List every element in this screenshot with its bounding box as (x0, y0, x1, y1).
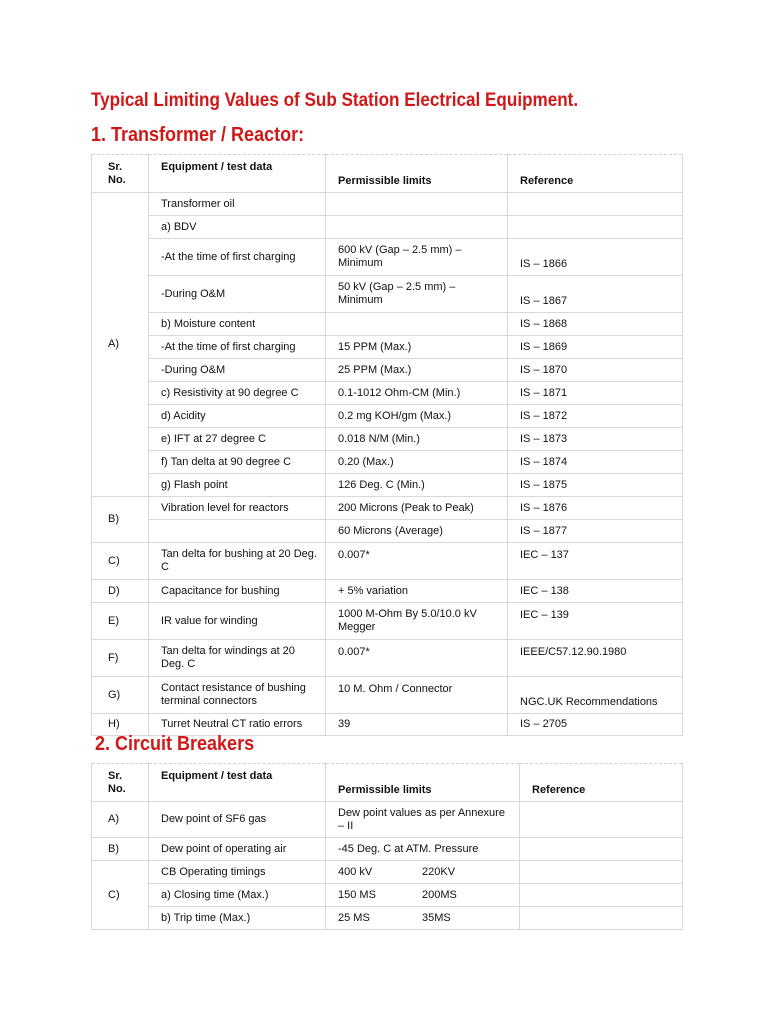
equipment-cell: CB Operating timings (149, 861, 326, 884)
equipment-cell: Vibration level for reactors (149, 497, 326, 520)
limits-cell: Dew point values as per Annexure – II (326, 802, 520, 838)
table-row (92, 520, 683, 543)
limits-cell (326, 907, 520, 930)
reference-cell (508, 193, 683, 216)
reference-cell: IS – 1867 (508, 276, 683, 313)
limits-cell (326, 216, 508, 239)
circuit-breakers-table (91, 763, 683, 930)
table-row (92, 838, 683, 861)
transformer-table (91, 154, 683, 736)
reference-cell: IS – 1873 (508, 428, 683, 451)
group-label-h: H) (92, 714, 149, 736)
reference-cell: IS – 1876 (508, 497, 683, 520)
table-row (92, 359, 683, 382)
equipment-cell: Contact resistance of bushing terminal connectors (149, 677, 326, 714)
limits-value-400kv: 25 MS (338, 911, 370, 924)
reference-cell: IS – 1870 (508, 359, 683, 382)
table-row (92, 640, 683, 677)
table-row (92, 907, 683, 930)
limits-cell: 126 Deg. C (Min.) (326, 474, 508, 497)
equipment-cell: Capacitance for bushing (149, 580, 326, 603)
reference-cell (520, 802, 683, 838)
reference-cell: IS – 1871 (508, 382, 683, 405)
group-label-a: A) (92, 193, 149, 497)
table-row (92, 861, 683, 884)
equipment-cell (149, 520, 326, 543)
limits-cell (326, 193, 508, 216)
table-row (92, 677, 683, 714)
reference-cell: IEC – 137 (508, 543, 683, 580)
limits-cell (326, 884, 520, 907)
equipment-cell: Dew point of operating air (149, 838, 326, 861)
reference-cell: IS – 1874 (508, 451, 683, 474)
limits-cell: 39 (326, 714, 508, 736)
reference-cell: IS – 1866 (508, 239, 683, 276)
reference-cell (520, 861, 683, 884)
reference-cell (520, 884, 683, 907)
reference-cell (508, 216, 683, 239)
table-row (92, 239, 683, 276)
limits-cell: 200 Microns (Peak to Peak) (326, 497, 508, 520)
table-row (92, 276, 683, 313)
equipment-cell: Transformer oil (149, 193, 326, 216)
limits-cell: + 5% variation (326, 580, 508, 603)
limits-value-220kv-header: 220KV (422, 865, 456, 878)
table-row (92, 382, 683, 405)
limits-cell: 15 PPM (Max.) (326, 336, 508, 359)
group-label-f: F) (92, 640, 149, 677)
limits-cell: -45 Deg. C at ATM. Pressure (326, 838, 520, 861)
reference-cell: IEC – 139 (508, 603, 683, 640)
equipment-cell: a) Closing time (Max.) (149, 884, 326, 907)
reference-cell (520, 907, 683, 930)
table-row (92, 193, 683, 216)
limits-cell: 0.1-1012 Ohm-CM (Min.) (326, 382, 508, 405)
reference-cell: IS – 2705 (508, 714, 683, 736)
limits-value-220kv: 35MS (422, 911, 451, 924)
limits-cell: 25 PPM (Max.) (326, 359, 508, 382)
reference-cell: IEEE/C57.12.90.1980 (508, 640, 683, 677)
equipment-cell: b) Moisture content (149, 313, 326, 336)
reference-cell: IS – 1869 (508, 336, 683, 359)
table-row (92, 428, 683, 451)
table-row (92, 405, 683, 428)
group-label-c: C) (92, 543, 149, 580)
section-heading-circuit-breakers: 2. Circuit Breakers (95, 733, 255, 755)
group-label-a: A) (92, 802, 149, 838)
table-row (92, 580, 683, 603)
table-header-row (92, 155, 683, 193)
table-row (92, 603, 683, 640)
equipment-cell: g) Flash point (149, 474, 326, 497)
equipment-cell: c) Resistivity at 90 degree C (149, 382, 326, 405)
table-row (92, 451, 683, 474)
equipment-cell: f) Tan delta at 90 degree C (149, 451, 326, 474)
group-label-e: E) (92, 603, 149, 640)
table-row (92, 313, 683, 336)
equipment-cell: -During O&M (149, 359, 326, 382)
limits-cell: 50 kV (Gap – 2.5 mm) – Minimum (326, 276, 508, 313)
limits-cell (326, 313, 508, 336)
limits-cell: 10 M. Ohm / Connector (326, 677, 508, 714)
reference-cell: IS – 1872 (508, 405, 683, 428)
limits-cell: 1000 M-Ohm By 5.0/10.0 kV Megger (326, 603, 508, 640)
reference-cell: NGC.UK Recommendations (508, 677, 683, 714)
equipment-cell: Turret Neutral CT ratio errors (149, 714, 326, 736)
table-row (92, 336, 683, 359)
header-sr-no: Sr. No. (92, 155, 149, 193)
table-row (92, 802, 683, 838)
limits-cell: 0.007* (326, 640, 508, 677)
header-reference: Reference (520, 764, 683, 802)
page-title: Typical Limiting Values of Sub Station Electrical Equipment. (91, 90, 579, 111)
limits-cell: 0.007* (326, 543, 508, 580)
equipment-cell: Tan delta for bushing at 20 Deg. C (149, 543, 326, 580)
equipment-cell: -At the time of first charging (149, 336, 326, 359)
equipment-cell: Tan delta for windings at 20 Deg. C (149, 640, 326, 677)
header-equipment: Equipment / test data (149, 155, 326, 193)
reference-cell: IS – 1877 (508, 520, 683, 543)
reference-cell (520, 838, 683, 861)
limits-value-400kv-header: 400 kV (338, 865, 373, 878)
limits-cell: 600 kV (Gap – 2.5 mm) – Minimum (326, 239, 508, 276)
reference-cell: IEC – 138 (508, 580, 683, 603)
reference-cell: IS – 1868 (508, 313, 683, 336)
section-heading-transformer: 1. Transformer / Reactor: (91, 124, 305, 146)
equipment-cell: -During O&M (149, 276, 326, 313)
limits-value-400kv: 150 MS (338, 888, 376, 901)
table-header-row (92, 764, 683, 802)
reference-cell: IS – 1875 (508, 474, 683, 497)
limits-cell (326, 861, 520, 884)
group-label-c: C) (92, 861, 149, 930)
equipment-cell: d) Acidity (149, 405, 326, 428)
limits-cell: 0.018 N/M (Min.) (326, 428, 508, 451)
limits-cell: 60 Microns (Average) (326, 520, 508, 543)
table-row (92, 543, 683, 580)
table-row (92, 884, 683, 907)
header-permissible-limits: Permissible limits (326, 155, 508, 193)
limits-value-220kv: 200MS (422, 888, 457, 901)
header-permissible-limits: Permissible limits (326, 764, 520, 802)
header-sr-no: Sr. No. (92, 764, 149, 802)
limits-cell: 0.20 (Max.) (326, 451, 508, 474)
group-label-d: D) (92, 580, 149, 603)
equipment-cell: IR value for winding (149, 603, 326, 640)
equipment-cell: e) IFT at 27 degree C (149, 428, 326, 451)
group-label-g: G) (92, 677, 149, 714)
group-label-b: B) (92, 838, 149, 861)
equipment-cell: -At the time of first charging (149, 239, 326, 276)
header-reference: Reference (508, 155, 683, 193)
header-equipment: Equipment / test data (149, 764, 326, 802)
equipment-cell: Dew point of SF6 gas (149, 802, 326, 838)
equipment-cell: b) Trip time (Max.) (149, 907, 326, 930)
equipment-cell: a) BDV (149, 216, 326, 239)
group-label-b: B) (92, 497, 149, 543)
table-row (92, 497, 683, 520)
limits-cell: 0.2 mg KOH/gm (Max.) (326, 405, 508, 428)
table-row (92, 216, 683, 239)
table-row (92, 474, 683, 497)
